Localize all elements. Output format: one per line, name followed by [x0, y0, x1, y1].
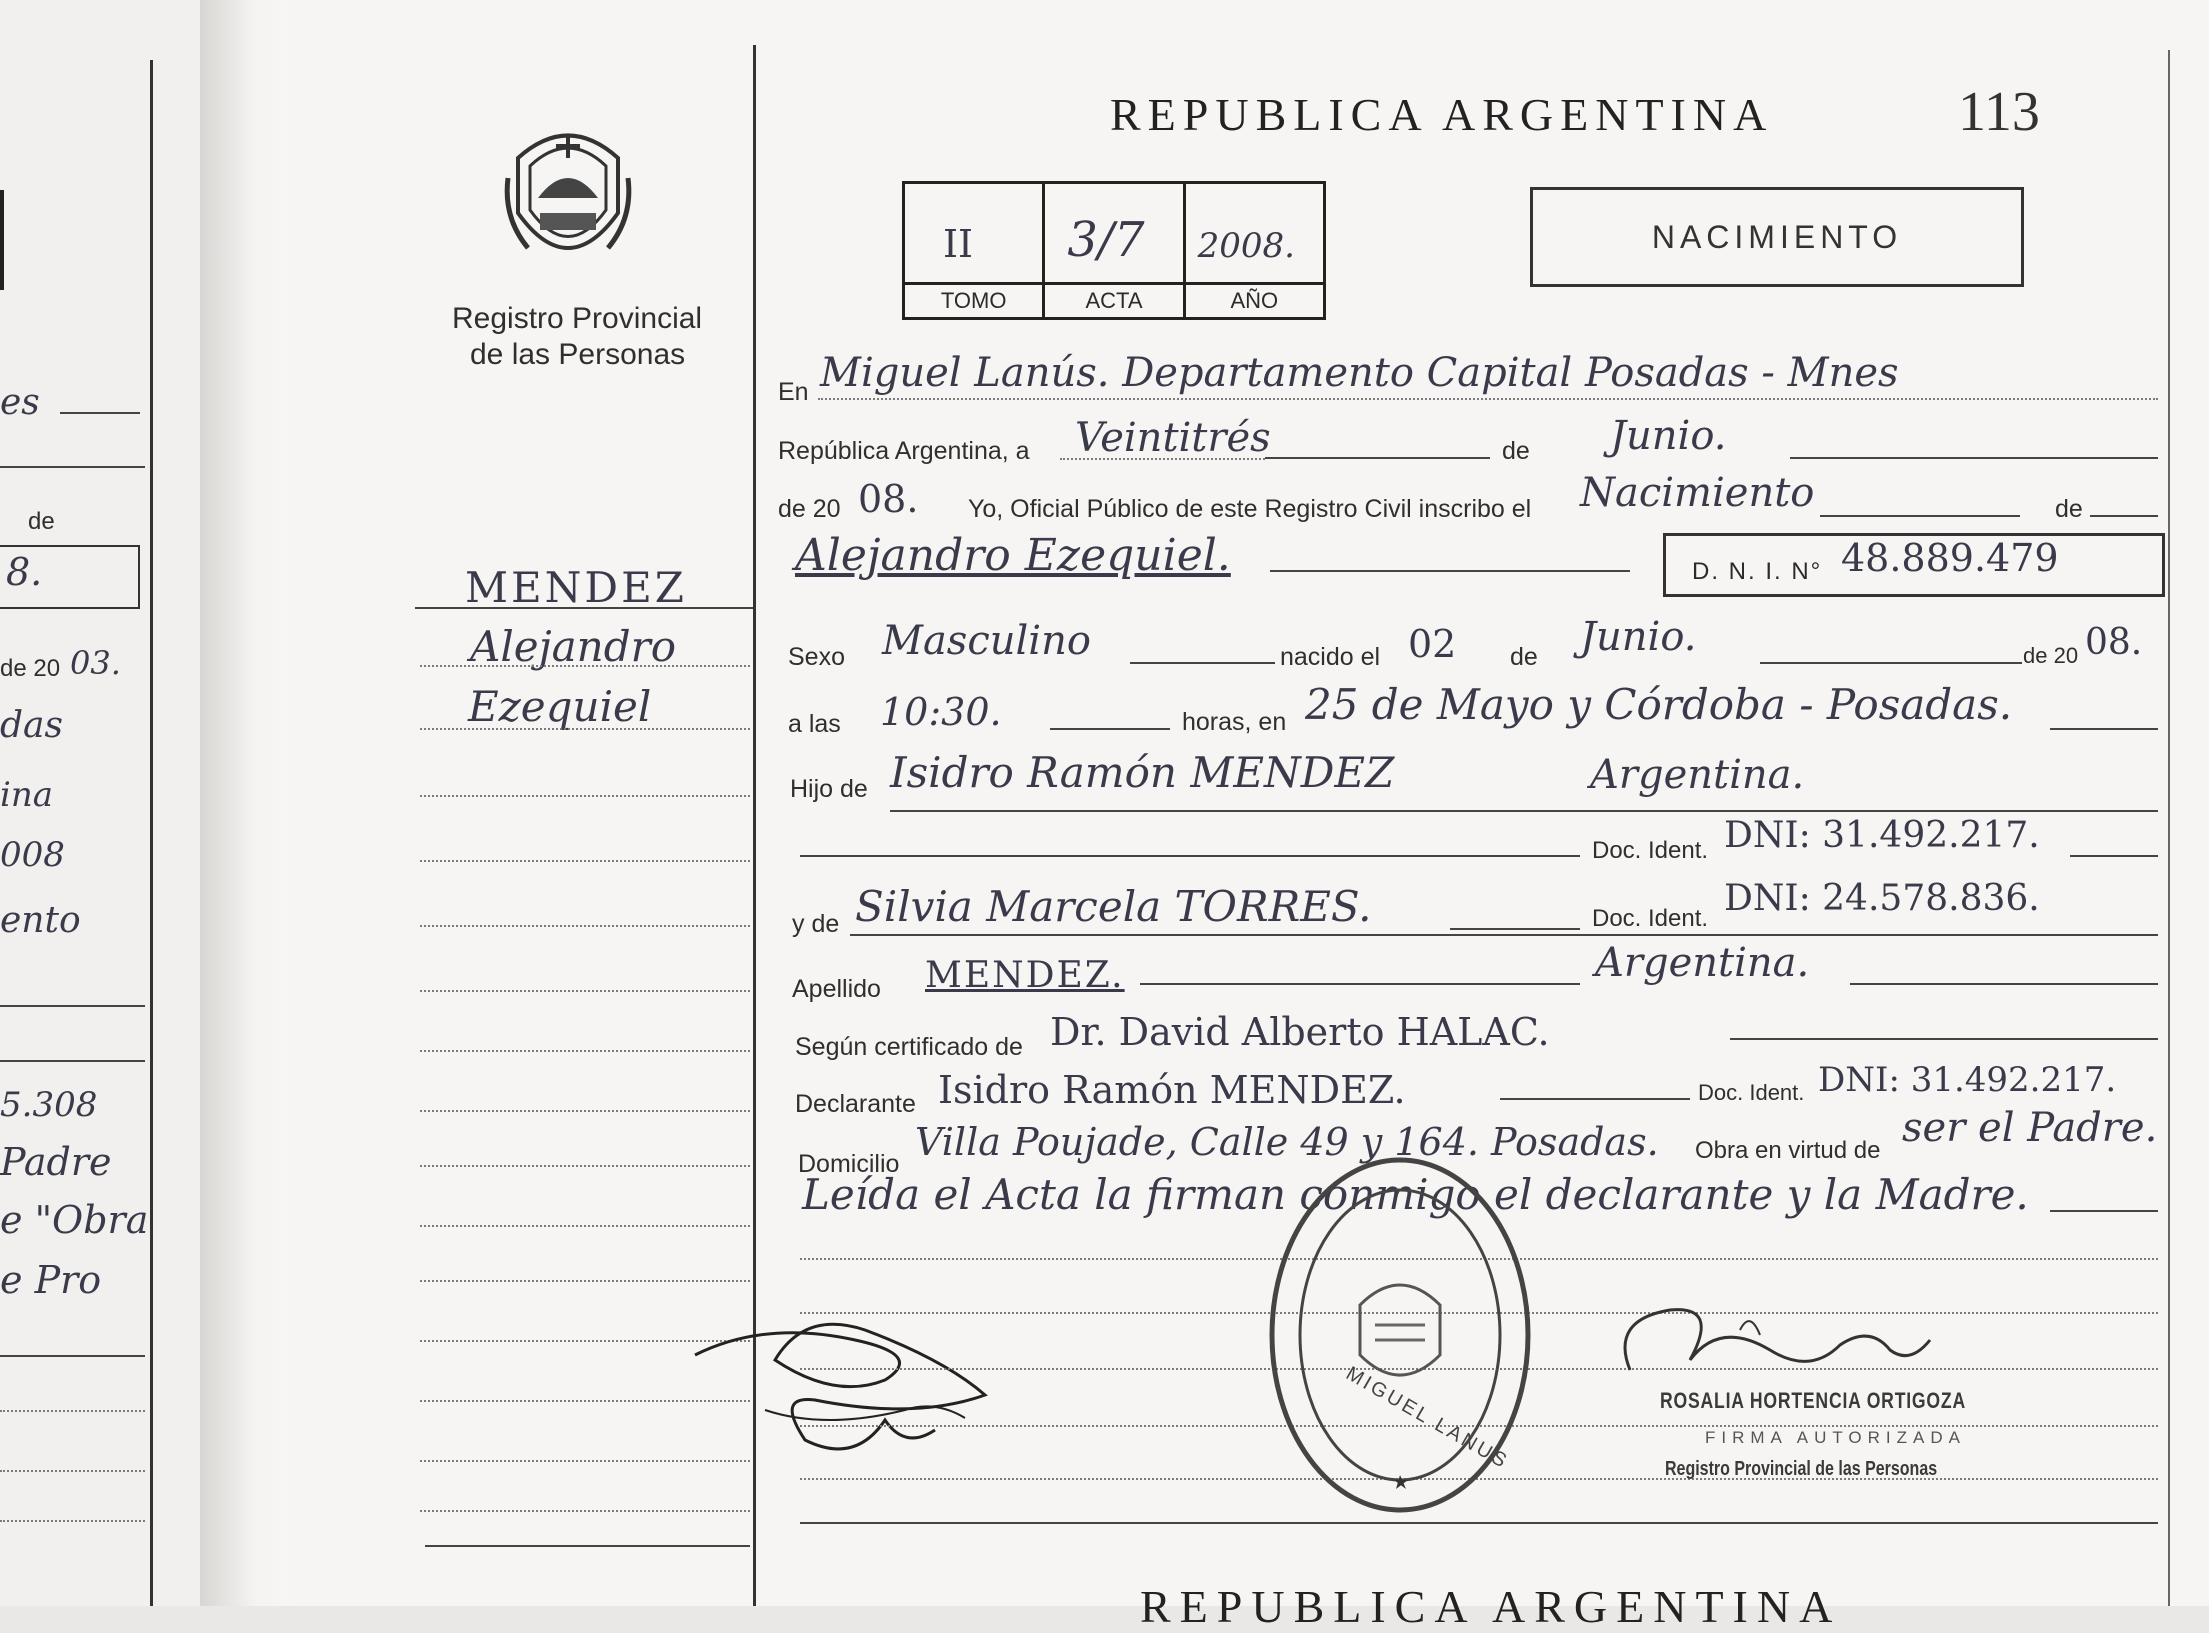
- nacido-year: 08.: [2085, 622, 2143, 663]
- segun-rule: [1730, 1038, 2158, 1040]
- seal-icon: [498, 118, 638, 278]
- dni-box: [1663, 533, 2165, 597]
- tomo-label: TOMO: [905, 282, 1042, 317]
- margin-given-name-1: Alejandro: [470, 622, 676, 671]
- dni-value: 48.889.479: [1841, 536, 2059, 580]
- declarante-label: Declarante: [795, 1090, 916, 1118]
- madre-line-rule: [850, 934, 2158, 936]
- lugar-rule: [2050, 728, 2158, 730]
- padre-doc-label: Doc. Ident.: [1592, 837, 1709, 864]
- signer-name: ROSALIA HORTENCIA ORTIGOZA: [1660, 1388, 1966, 1413]
- hora-value: 10:30.: [880, 690, 1002, 734]
- apellido-value: MENDEZ.: [925, 955, 1125, 996]
- nacido-day: 02: [1408, 622, 1457, 666]
- nacido-label: nacido el: [1280, 643, 1381, 671]
- de-label: de: [1502, 437, 1530, 465]
- domicilio-label: Domicilio: [798, 1150, 900, 1178]
- segun-label: Según certificado de: [795, 1033, 1023, 1061]
- margin-dots: [420, 990, 750, 992]
- madre-rule: [1450, 928, 1580, 930]
- day-rule: [1265, 457, 1490, 459]
- margin-dots: [420, 795, 750, 797]
- madre-doc-value: DNI: 24.578.836.: [1724, 878, 2040, 919]
- left-fragment-rule: [0, 466, 145, 468]
- right-border: [2168, 50, 2170, 1606]
- next-record-country: REPUBLICA ARGENTINA: [1140, 1581, 1842, 1632]
- left-fragment-text: Padre: [0, 1140, 112, 1184]
- left-fragment-rule: [60, 412, 140, 414]
- madre-value: Silvia Marcela TORRES.: [855, 882, 1372, 931]
- declarante-rule: [1500, 1098, 1690, 1100]
- leida-value: Leída el Acta la firman conmigo el declarante y la Madre.: [802, 1170, 2029, 1219]
- left-fragment-rule: [0, 1060, 145, 1062]
- madre-nacionalidad: Argentina.: [1595, 940, 1810, 986]
- padre-value: Isidro Ramón MENDEZ: [890, 748, 1395, 797]
- left-fragment-rule: [0, 1355, 145, 1357]
- left-fragment-text: ina: [0, 775, 54, 815]
- hijo-label: Hijo de: [790, 775, 868, 803]
- horas-label: horas, en: [1182, 708, 1287, 736]
- yde-label: y de: [792, 910, 840, 938]
- left-fragment-dots: [0, 1470, 145, 1472]
- inscribo-rule: [1820, 515, 2020, 517]
- margin-dots: [420, 1225, 750, 1227]
- left-page-fragment: [0, 0, 200, 1606]
- margin-dots: [420, 728, 750, 730]
- madre-doc-label: Doc. Ident.: [1592, 905, 1709, 932]
- declarant-signature: [685, 1300, 1015, 1480]
- margin-surname: MENDEZ: [465, 563, 687, 612]
- month-rule: [1790, 457, 2158, 459]
- inscribo-value: Nacimiento: [1580, 470, 1815, 516]
- main-page: [290, 0, 2209, 1632]
- left-fragment-dots: [0, 1410, 145, 1412]
- header-country: REPUBLICA ARGENTINA: [1110, 89, 1774, 140]
- de-label-3: de: [1510, 643, 1538, 671]
- signer-role: FIRMA AUTORIZADA: [1705, 1428, 1966, 1447]
- registry-title-line2: de las Personas: [470, 338, 686, 371]
- left-fragment-rule: [0, 1005, 145, 1007]
- month-value: Junio.: [1610, 413, 1727, 459]
- sexo-value: Masculino: [882, 618, 1091, 664]
- sexo-label: Sexo: [788, 643, 845, 671]
- ano-cell: [1186, 184, 1323, 317]
- year-value: 08.: [858, 477, 919, 521]
- en-label: En: [778, 378, 809, 406]
- left-fragment-text: e Pro: [0, 1258, 102, 1302]
- day-value: Veintitrés: [1075, 415, 1271, 461]
- apellido-label: Apellido: [792, 975, 881, 1003]
- ano-label: AÑO: [1186, 282, 1323, 317]
- inscribo-text: Yo, Oficial Público de este Registro Civil inscribo el: [968, 495, 1532, 523]
- domicilio-value: Villa Poujade, Calle 49 y 164. Posadas.: [915, 1120, 1659, 1164]
- left-box-fragment: [0, 190, 4, 290]
- official-stamp: [1265, 1155, 1535, 1515]
- margin-dots: [420, 1110, 750, 1112]
- registry-title-line1: Registro Provincial: [452, 302, 703, 335]
- left-fragment-text: 8.: [6, 550, 43, 594]
- acta-value: 3/7: [1067, 212, 1145, 268]
- stamp-inner-text: MIGUEL LANUS: [1342, 1362, 1513, 1474]
- apellido-rule: [1140, 983, 1580, 985]
- padre-doc-value: DNI: 31.492.217.: [1724, 815, 2040, 856]
- left-fragment-text: 03.: [70, 644, 121, 682]
- nacido-rule: [1760, 662, 2022, 664]
- declarante-value: Isidro Ramón MENDEZ.: [938, 1068, 1406, 1112]
- body-bottom-rule: [800, 1522, 2158, 1524]
- left-page-margin-line: [150, 60, 153, 1606]
- republica-dots: [1060, 458, 1265, 460]
- margin-dots: [420, 665, 750, 667]
- left-fragment-text: es: [0, 382, 40, 423]
- name-value: Alejandro Ezequiel.: [795, 530, 1231, 581]
- margin-dots: [420, 1165, 750, 1167]
- margin-dots: [420, 925, 750, 927]
- hora-rule: [1050, 728, 1170, 730]
- declarante-doc-value: DNI: 31.492.217.: [1818, 1060, 2117, 1100]
- left-fragment-text: das: [0, 705, 63, 746]
- de20-label: de 20: [2023, 643, 2079, 668]
- acta-label: ACTA: [1045, 282, 1182, 317]
- margin-bottom-rule: [425, 1545, 750, 1547]
- dni-label: D. N. I. N°: [1692, 558, 1823, 585]
- en-dots: [818, 398, 2158, 400]
- name-rule: [1270, 570, 1630, 572]
- left-fragment-text: ento: [0, 900, 81, 941]
- margin-dots: [420, 860, 750, 862]
- margin-given-name-2: Ezequiel: [468, 682, 652, 731]
- declarante-doc-label: Doc. Ident.: [1698, 1080, 1805, 1105]
- margin-dots: [420, 1280, 750, 1282]
- left-fragment-text: 5.308: [0, 1085, 98, 1125]
- record-type-box: [1530, 187, 2024, 287]
- margin-surname-rule: [415, 607, 753, 609]
- tomo-cell: [905, 184, 1045, 317]
- padre-doc-rule: [800, 855, 1580, 857]
- leida-rule: [2050, 1210, 2158, 1212]
- margin-dots: [420, 1510, 750, 1512]
- left-fragment-text: 008: [0, 835, 65, 875]
- alas-label: a las: [788, 710, 841, 738]
- record-type-label: NACIMIENTO: [1651, 218, 1903, 255]
- obra-label: Obra en virtud de: [1695, 1137, 1881, 1164]
- padre-doc-end-rule: [2070, 855, 2158, 857]
- republica-label: República Argentina, a: [778, 437, 1030, 465]
- sexo-rule: [1130, 662, 1275, 664]
- binding-gutter: [200, 0, 290, 1606]
- de-label-2: de: [2055, 495, 2083, 523]
- signer-org: Registro Provincial de las Personas: [1665, 1458, 1938, 1480]
- lugar-value: 25 de Mayo y Córdoba - Posadas.: [1305, 680, 2013, 729]
- nacido-month: Junio.: [1580, 614, 1697, 660]
- ano-value: 2008.: [1197, 226, 1295, 266]
- left-fragment-dots: [0, 1520, 145, 1522]
- page-number: 113: [1958, 81, 2040, 143]
- left-fragment-text: de 20: [0, 655, 61, 682]
- tomo-value: II: [943, 222, 974, 266]
- padre-rule: [890, 810, 2158, 812]
- year-prefix: de 20: [778, 495, 841, 523]
- left-fragment-text: e "Obra: [0, 1198, 149, 1242]
- segun-value: Dr. David Alberto HALAC.: [1050, 1010, 1550, 1054]
- left-fragment-text: de: [28, 508, 55, 535]
- obra-value: ser el Padre.: [1902, 1105, 2158, 1151]
- margin-dots: [420, 1050, 750, 1052]
- padre-nacionalidad: Argentina.: [1590, 752, 1805, 798]
- acta-cell: [1045, 184, 1185, 317]
- province-seal: [498, 118, 638, 278]
- record-number-box: [902, 181, 1326, 320]
- inscribo-end-rule: [2090, 515, 2158, 517]
- en-value: Miguel Lanús. Departamento Capital Posadas - Mnes: [820, 350, 1899, 396]
- apellido-end-rule: [1850, 983, 2158, 985]
